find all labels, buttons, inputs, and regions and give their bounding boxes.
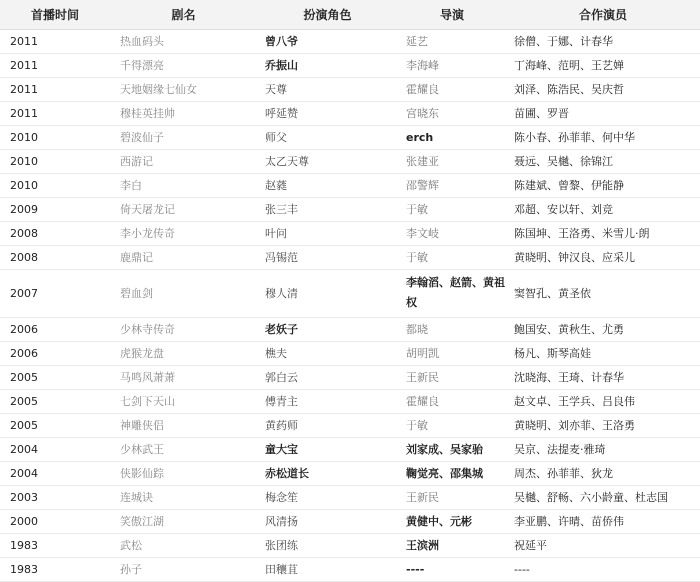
table-row xyxy=(0,101,700,125)
cell-director: ---- xyxy=(406,562,425,576)
cell-title-link[interactable]: 马鸣风萧萧 xyxy=(120,371,175,384)
cell-title-link[interactable]: 少林武王 xyxy=(120,443,164,456)
cell-cast: 陈建斌、曾黎、伊能静 xyxy=(514,179,624,192)
cell-title-link[interactable]: 千得漂亮 xyxy=(120,59,164,72)
cell-role-link[interactable]: 梅念笙 xyxy=(265,491,298,504)
cell-cast: 祝延平 xyxy=(514,539,547,552)
cell-title-link[interactable]: 热血码头 xyxy=(120,35,164,48)
cell-year: 2006 xyxy=(10,346,38,360)
table-row xyxy=(0,533,700,557)
table-row xyxy=(0,149,700,173)
cell-role-link[interactable]: 风清扬 xyxy=(265,515,298,528)
table-row xyxy=(0,221,700,245)
cell-role-link[interactable]: 天尊 xyxy=(265,83,287,96)
cell-title-link[interactable]: 倚天屠龙记 xyxy=(120,203,175,216)
header-director: 导演 xyxy=(398,0,506,29)
table-row xyxy=(0,197,700,221)
cell-role: 赤松道长 xyxy=(265,467,309,480)
cell-title-link[interactable]: 天地姻缘七仙女 xyxy=(120,83,197,96)
cell-director-link[interactable]: 于敏 xyxy=(406,203,428,216)
cell-director: 黄健中、元彬 xyxy=(406,515,472,528)
header-co-stars: 合作演员 xyxy=(506,0,700,29)
cell-director: 李翰滔、赵箭、黄祖权 xyxy=(406,276,505,309)
cell-cast: 丁海峰、范明、王艺婵 xyxy=(514,59,624,72)
cell-title-link[interactable]: 武松 xyxy=(120,539,142,552)
cell-title-link[interactable]: 连城诀 xyxy=(120,491,153,504)
cell-cast: 鲍国安、黄秋生、尤勇 xyxy=(514,323,624,336)
cell-director: erch xyxy=(406,130,434,144)
cell-role: 乔振山 xyxy=(265,59,298,72)
cell-cast: 苗圃、罗晋 xyxy=(514,107,569,120)
cell-title-link[interactable]: 碧波仙子 xyxy=(120,131,164,144)
cell-cast: 窦智孔、黄圣依 xyxy=(514,287,591,300)
cell-role-link[interactable]: 呼延赞 xyxy=(265,107,298,120)
table-row xyxy=(0,461,700,485)
cell-year: 2011 xyxy=(10,82,38,96)
cell-cast: 陈国坤、王洛勇、米雪儿·朗 xyxy=(514,227,650,240)
cell-title-link[interactable]: 神雕侠侣 xyxy=(120,419,164,432)
cell-director-link[interactable]: 于敏 xyxy=(406,251,428,264)
cell-role: 老妖子 xyxy=(265,323,298,336)
cell-cast: 沈晓海、王琦、计春华 xyxy=(514,371,624,384)
cell-director-link[interactable]: 张建亚 xyxy=(406,155,439,168)
cell-cast: 吴京、法提麦·雅琦 xyxy=(514,443,606,456)
cell-director-link[interactable]: 宫晓东 xyxy=(406,107,439,120)
cell-title-link[interactable]: 孙子 xyxy=(120,563,142,576)
cell-role-link[interactable]: 田穰苴 xyxy=(265,563,298,576)
cell-director-link[interactable]: 邵警辉 xyxy=(406,179,439,192)
cell-role: 曾八爷 xyxy=(265,35,298,48)
cell-year: 2005 xyxy=(10,370,38,384)
table-row xyxy=(0,53,700,77)
cell-role-link[interactable]: 冯锡范 xyxy=(265,251,298,264)
table-row xyxy=(0,317,700,341)
table-row xyxy=(0,509,700,533)
cell-director-link[interactable]: 王新民 xyxy=(406,371,439,384)
cell-cast: 聂远、吴樾、徐锦江 xyxy=(514,155,613,168)
cell-cast: 黄晓明、钟汉良、应采儿 xyxy=(514,251,635,264)
cell-title-link[interactable]: 西游记 xyxy=(120,155,153,168)
table-row xyxy=(0,77,700,101)
cell-role-link[interactable]: 师父 xyxy=(265,131,287,144)
cell-cast: 李亚鹏、许晴、苗侨伟 xyxy=(514,515,624,528)
cell-cast: 刘泽、陈浩民、吴庆哲 xyxy=(514,83,624,96)
cell-year: 2010 xyxy=(10,130,38,144)
table-row xyxy=(0,245,700,269)
cell-year: 2009 xyxy=(10,202,38,216)
table-row xyxy=(0,413,700,437)
cell-role-link[interactable]: 黄药师 xyxy=(265,419,298,432)
cell-year: 2006 xyxy=(10,322,38,336)
cell-year: 2003 xyxy=(10,490,38,504)
cell-title-link[interactable]: 碧血剑 xyxy=(120,287,153,300)
cell-title-link[interactable]: 李白 xyxy=(120,179,142,192)
cell-title-link[interactable]: 穆桂英挂帅 xyxy=(120,107,175,120)
cell-director: 刘家成、吴家骀 xyxy=(406,443,483,456)
cell-year: 2007 xyxy=(10,286,38,300)
cell-director-link[interactable]: 霍耀良 xyxy=(406,395,439,408)
cell-title-link[interactable]: 侠影仙踪 xyxy=(120,467,164,480)
cell-director: 王滨洲 xyxy=(406,539,439,552)
table-row xyxy=(0,437,700,461)
cell-year: 2005 xyxy=(10,394,38,408)
cell-cast: 黄晓明、刘亦菲、王洛勇 xyxy=(514,419,635,432)
table-row xyxy=(0,269,700,317)
cell-cast: 杨凡、斯琴高娃 xyxy=(514,347,591,360)
cell-year: 2004 xyxy=(10,442,38,456)
cell-director-link[interactable]: 李文岐 xyxy=(406,227,439,240)
table-row xyxy=(0,365,700,389)
cell-role-link[interactable]: 太乙天尊 xyxy=(265,155,309,168)
cell-year: 2011 xyxy=(10,106,38,120)
cell-role: 童大宝 xyxy=(265,443,298,456)
cell-role-link[interactable]: 赵蕤 xyxy=(265,179,287,192)
table-row xyxy=(0,557,700,581)
cell-year: 1983 xyxy=(10,562,38,576)
cell-director-link[interactable]: 于敏 xyxy=(406,419,428,432)
cell-year: 2005 xyxy=(10,418,38,432)
cell-cast: 陈小春、孙菲菲、何中华 xyxy=(514,131,635,144)
cell-director-link[interactable]: 王新民 xyxy=(406,491,439,504)
cell-cast: 赵文卓、王学兵、吕良伟 xyxy=(514,395,635,408)
cell-director-link[interactable]: 延艺 xyxy=(406,35,428,48)
cell-year: 1983 xyxy=(10,538,38,552)
cell-year: 2011 xyxy=(10,34,38,48)
cell-year: 2008 xyxy=(10,226,38,240)
cell-year: 2010 xyxy=(10,154,38,168)
cell-cast: 周杰、孙菲菲、狄龙 xyxy=(514,467,613,480)
cell-role-link[interactable]: 张三丰 xyxy=(265,203,298,216)
cell-role-link[interactable]: 张团练 xyxy=(265,539,298,552)
cell-year: 2011 xyxy=(10,58,38,72)
cell-cast: 邓超、安以轩、刘竞 xyxy=(514,203,613,216)
cell-director-link[interactable]: 都晓 xyxy=(406,323,428,336)
cell-role-link[interactable]: 傅青主 xyxy=(265,395,298,408)
table-row xyxy=(0,389,700,413)
cell-role-link[interactable]: 叶问 xyxy=(265,227,287,240)
cell-title-link[interactable]: 少林寺传奇 xyxy=(120,323,175,336)
cell-director-link[interactable]: 胡明凯 xyxy=(406,347,439,360)
cell-cast: ---- xyxy=(514,562,530,576)
table-header-row xyxy=(0,0,700,29)
table-row xyxy=(0,485,700,509)
table-row xyxy=(0,173,700,197)
cell-title-link[interactable]: 李小龙传奇 xyxy=(120,227,175,240)
cell-director-link[interactable]: 李海峰 xyxy=(406,59,439,72)
cell-title-link[interactable]: 鹿鼎记 xyxy=(120,251,153,264)
header-role: 扮演角色 xyxy=(257,0,398,29)
cell-cast: 吴樾、舒畅、六小龄童、杜志国 xyxy=(514,491,668,504)
cell-role-link[interactable]: 穆人清 xyxy=(265,287,298,300)
cell-year: 2004 xyxy=(10,466,38,480)
cell-director: 鞠觉亮、邵集城 xyxy=(406,467,483,480)
header-premiere-date: 首播时间 xyxy=(0,0,110,29)
cell-role-link[interactable]: 樵夫 xyxy=(265,347,287,360)
table-row xyxy=(0,29,700,53)
cell-title-link[interactable]: 笑傲江湖 xyxy=(120,515,164,528)
cell-role-link[interactable]: 郭白云 xyxy=(265,371,298,384)
cell-year: 2008 xyxy=(10,250,38,264)
cell-year: 2000 xyxy=(10,514,38,528)
table-row xyxy=(0,341,700,365)
cell-year: 2010 xyxy=(10,178,38,192)
table-row xyxy=(0,125,700,149)
cell-director-link[interactable]: 霍耀良 xyxy=(406,83,439,96)
cell-title-link[interactable]: 虎猴龙盘 xyxy=(120,347,164,360)
cell-cast: 徐僧、于娜、计春华 xyxy=(514,35,613,48)
header-drama-title: 剧名 xyxy=(110,0,257,29)
cell-title-link[interactable]: 七剑下天山 xyxy=(120,395,175,408)
